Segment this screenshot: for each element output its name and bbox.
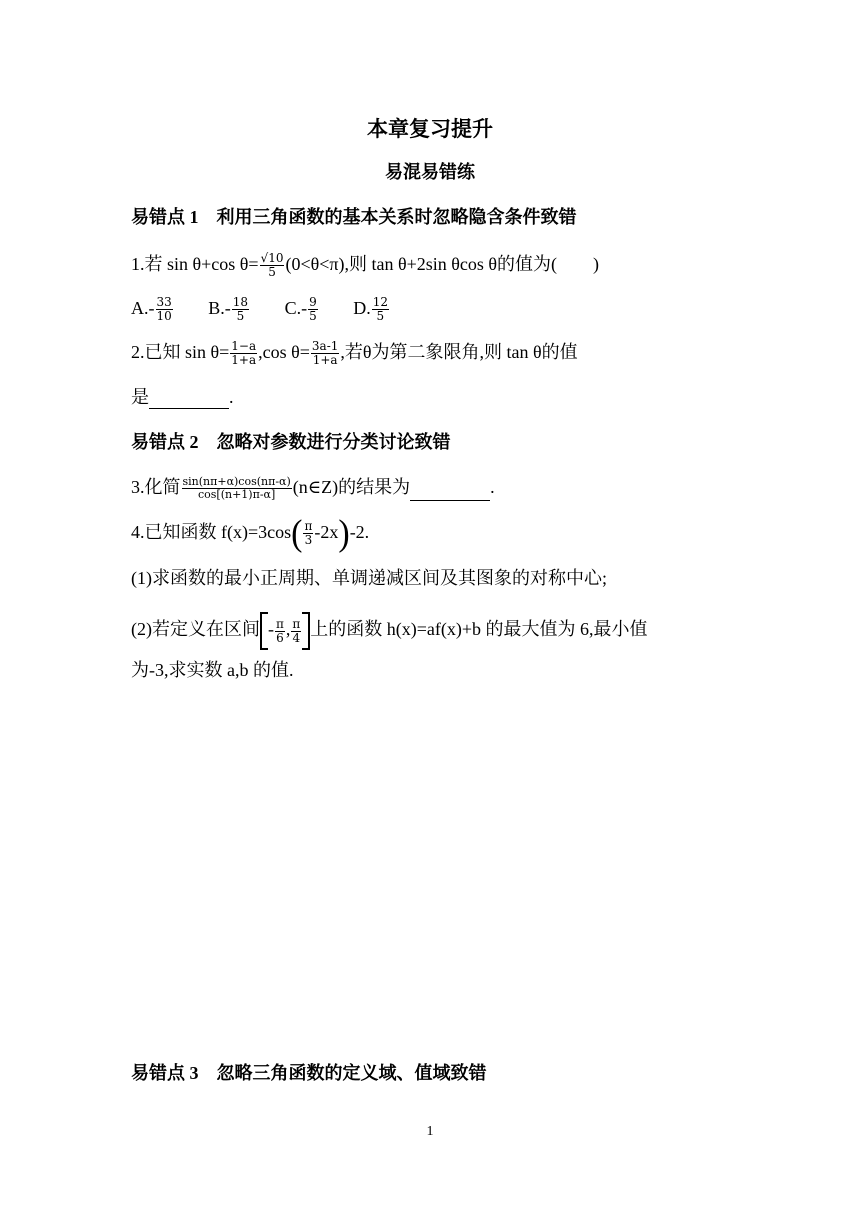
- choice-d-den: 5: [376, 309, 385, 324]
- choice-c-label: C.-: [284, 298, 308, 318]
- page-subtitle: 易混易错练: [385, 162, 475, 182]
- choice-a-label: A.-: [131, 298, 155, 318]
- q4-prefix: 4.已知函数 f(x)=3cos: [131, 522, 292, 542]
- q2-f2-num: 3a-1: [311, 339, 339, 354]
- question-1: [131, 252, 599, 279]
- q2-suffix: ,若θ为第二象限角,则 tan θ的值: [340, 342, 578, 362]
- q4-suffix: -2.: [349, 522, 370, 542]
- choice-c-num: 9: [309, 295, 317, 310]
- q4-fraction: [303, 520, 313, 547]
- choice-c-den: 5: [309, 309, 317, 324]
- q3-suffix: (n∈Z)的结果为: [292, 477, 411, 497]
- question-4-part-1: (1)求函数的最小正周期、单调递减区间及其图象的对称中心;: [131, 568, 607, 588]
- question-4-part-2-line2: 为-3,求实数 a,b 的值.: [131, 660, 294, 680]
- q4-frac-num: π: [304, 519, 313, 534]
- q2-f2-den: 1+a: [312, 353, 338, 368]
- question-4-part-2: (2)若定义在区间 - $\frac{\pi}{6}$ , $\frac{\pi}{4}$ 上的函数 h(x)=af(x)+b 的最大值为 6,最小值: [131, 612, 648, 650]
- choice-a: [131, 296, 174, 323]
- choice-d-label: D.: [353, 298, 371, 318]
- q4p2-suffix: 上的函数 h(x)=af(x)+b 的最大值为 6,最小值: [310, 619, 648, 640]
- q1-prefix: 1.若 sin θ+cos θ=: [131, 254, 259, 274]
- section-heading-2: 易错点 2 忽略对参数进行分类讨论致错: [131, 432, 451, 452]
- choice-b: [208, 296, 250, 323]
- q4-inner: -2x: [314, 522, 339, 542]
- question-4: [131, 512, 370, 554]
- q4p2-b-num: π: [292, 616, 301, 631]
- q2-f1-den: 1+a: [231, 353, 257, 368]
- choice-a-fraction: [156, 296, 173, 323]
- q3-frac-den: cos[(n+1)π-α]: [197, 488, 276, 502]
- choice-b-num: 18: [232, 295, 249, 310]
- q3-frac-num: sin(nπ+α)cos(nπ-α): [182, 475, 291, 489]
- choice-a-num: 33: [156, 295, 172, 310]
- q1-frac-num: √10: [260, 251, 284, 266]
- q1-fraction: [260, 252, 285, 279]
- q3-answer-blank[interactable]: [410, 482, 490, 501]
- section-heading-1: 易错点 1 利用三角函数的基本关系时忽略隐含条件致错: [131, 207, 577, 227]
- choice-c-fraction: [308, 296, 318, 323]
- page-number: 1: [426, 1124, 434, 1139]
- q4-left-paren: (: [291, 512, 303, 554]
- choice-d-fraction: [372, 296, 389, 323]
- q2-f1-num: 1−a: [231, 339, 257, 354]
- q4p2-fraction-b: [291, 618, 301, 645]
- q4p2-a-den: 6: [276, 630, 284, 645]
- choice-b-label: B.-: [208, 298, 231, 318]
- choice-b-fraction: [232, 296, 249, 323]
- q3-fraction: [182, 476, 292, 501]
- q2-fraction-sin: [230, 340, 257, 367]
- question-1-choices: [131, 296, 420, 323]
- q2-fraction-cos: [311, 340, 339, 367]
- q4p2-b-den: 4: [292, 630, 301, 645]
- q4p2-left-bracket: [260, 612, 268, 650]
- q1-suffix: (0<θ<π),则 tan θ+2sin θcos θ的值为( ): [285, 254, 599, 274]
- q1-frac-den: 5: [268, 265, 276, 280]
- question-2: [131, 340, 578, 367]
- q2-prefix: 2.已知 sin θ=: [131, 342, 230, 362]
- choice-d: [353, 296, 390, 323]
- q2-answer-blank[interactable]: [149, 390, 229, 409]
- choice-d-num: 12: [372, 295, 388, 310]
- section-heading-3: 易错点 3 忽略三角函数的定义域、值域致错: [131, 1063, 487, 1083]
- choice-b-den: 5: [236, 309, 245, 324]
- q2-mid: ,cos θ=: [258, 342, 310, 362]
- choice-a-den: 10: [156, 309, 172, 324]
- page-title: 本章复习提升: [367, 117, 493, 141]
- q4-frac-den: 3: [304, 533, 313, 548]
- q2-line2-text: 是: [131, 387, 149, 407]
- q4-right-paren: ): [338, 512, 350, 554]
- q4p2-a-num: π: [276, 616, 284, 631]
- choice-c: [285, 296, 319, 323]
- q3-prefix: 3.化简: [131, 477, 181, 497]
- q4p2-fraction-a: [275, 618, 285, 645]
- question-3: 3.化简 $\frac{\sin(n\pi+\alpha)\cos(n\pi-\alpha)}{\cos[(n+1)\pi-\alpha]}$ (n∈Z)的结果为 .: [131, 475, 495, 502]
- question-2-line2: 是 .: [131, 387, 234, 407]
- q4p2-a-sign: -: [268, 619, 274, 640]
- q4p2-prefix: (2)若定义在区间: [131, 619, 260, 640]
